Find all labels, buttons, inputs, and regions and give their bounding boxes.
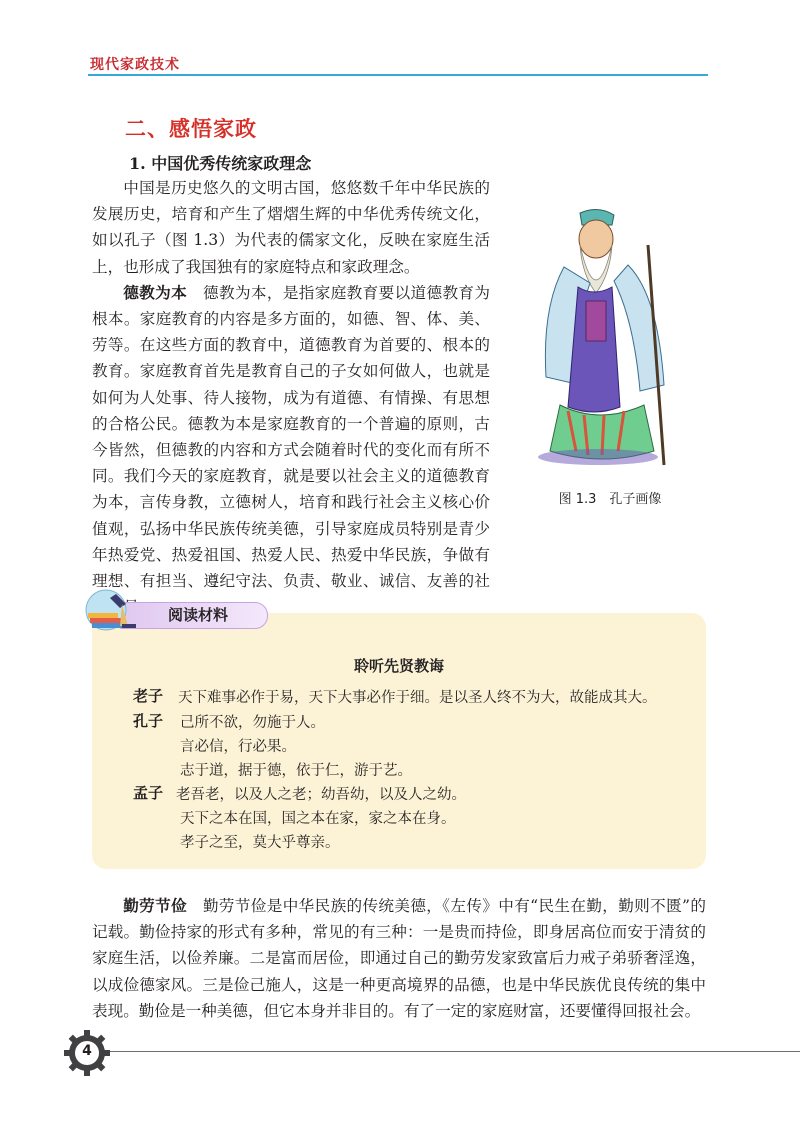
quote-author-mengzi: 孟子 <box>133 784 164 802</box>
body-text-column <box>92 175 490 620</box>
quote-line: 己所不欲，勿施于人。 <box>180 715 325 731</box>
subsection-title: 1. 中国优秀传统家政理念 <box>129 154 312 173</box>
quote-line: 天下之本在国，国之本在家，家之本在身。 <box>180 811 456 827</box>
quote-author-kongzi: 孔子 <box>133 712 164 730</box>
confucius-portrait <box>520 205 680 470</box>
quote-line: 孝子之至，莫大乎尊亲。 <box>180 835 340 851</box>
moral-education-paragraph <box>92 280 490 621</box>
frugality-keyword: 勤劳节俭 <box>123 897 187 915</box>
books-lamp-icon <box>82 588 140 632</box>
reading-tab-label: 阅读材料 <box>168 606 229 624</box>
running-header: 现代家政技术 <box>90 57 180 73</box>
quote-line: 天下难事必作于易，天下大事必作于细。是以圣人终不为大，故能成其大。 <box>178 690 657 706</box>
moral-keyword: 德教为本 <box>123 283 188 302</box>
header-divider <box>88 74 708 76</box>
frugality-paragraph <box>92 893 706 1024</box>
frugality-section <box>92 893 706 1024</box>
section-title: 二、感悟家政 <box>125 117 257 141</box>
footer-divider <box>108 1051 800 1052</box>
quote-line: 志于道，据于德，依于仁，游于艺。 <box>180 763 412 779</box>
figure-caption: 图 1.3 孔子画像 <box>558 492 662 507</box>
quote-line: 老吾老，以及人之老；幼吾幼，以及人之幼。 <box>176 787 466 803</box>
reading-title: 聆听先贤教诲 <box>353 657 444 675</box>
frugality-text: 勤劳节俭是中华民族的传统美德，《左传》中有“民生在勤，勤则不匮”的记载。勤俭持家的形式有多种，常见的有三种：一是贵而持俭，即身居高位而安于清贫的家庭生活，以俭养廉。二是富而居俭，即通过自己的勤劳发家致富后力戒子弟骄奢淫逸，以成俭德家风。三是俭己施人，这是一种更高境界的品德，也是中华民族优良传统的集中表现。勤俭是一种美德，但它本身并非目的。有了一定的家庭财富，还要懂得回报社会。 <box>92 897 706 1020</box>
moral-text: 德教为本，是指家庭教育要以道德教育为根本。家庭教育的内容是多方面的，如德、智、体、美、劳等。在这些方面的教育中，道德教育为首要的、根本的教育。家庭教育首先是教育自己的子女如何做人，也就是如何为人处事、待人接物，成为有道德、有情操、有思想的合格公民。德教为本是家庭教育的一个普遍的原则，古今皆然，但德教的内容和方式会随着时代的变化而有所不同。我们今天的家庭教育，就是要以社会主义的道德教育为本，言传身教，立德树人，培育和践行社会主义核心价值观，弘扬中华民族传统美德，引导家庭成员特别是青少年热爱党、热爱祖国、热爱人民、热爱中华民族，争做有理想、有担当、遵纪守法、负责、敬业、诚信、友善的社 <box>92 283 490 591</box>
quote-line: 言必信，行必果。 <box>180 739 296 755</box>
quote-author-laozi: 老子 <box>133 687 164 705</box>
intro-paragraph: 中国是历史悠久的文明古国，悠悠数千年中华民族的发展历史，培育和产生了熠熠生辉的中华优秀传统文化，如以孔子（图 1.3）为代表的儒家文化，反映在家庭生活上，也形成了我国独有的家庭特点和家政理念。 <box>92 179 490 276</box>
page-number: 4 <box>82 1043 92 1059</box>
